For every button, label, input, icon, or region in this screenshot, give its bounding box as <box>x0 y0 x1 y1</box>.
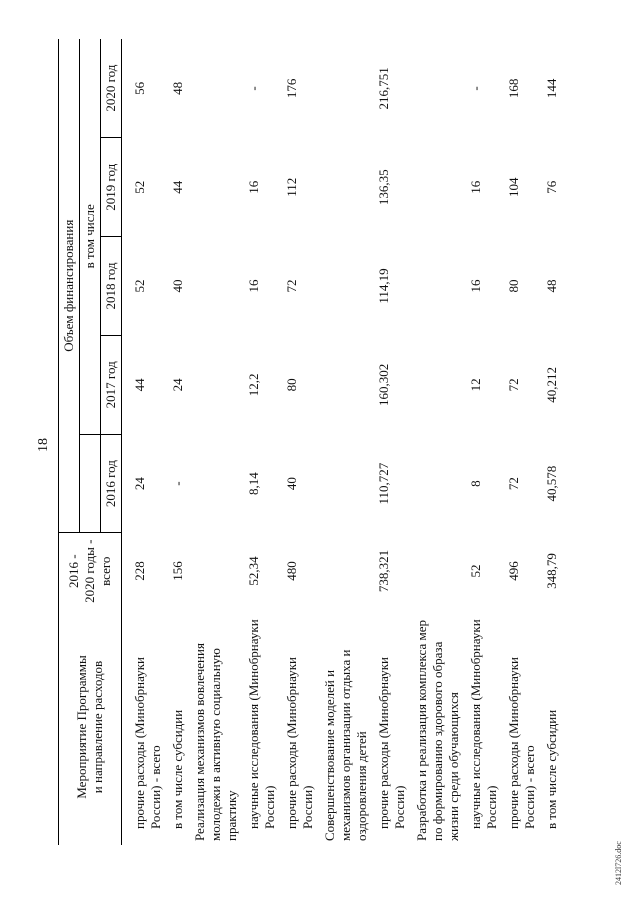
row-value <box>189 237 243 336</box>
header-total-line3: всего <box>98 556 113 586</box>
row-value: 168 <box>506 78 521 99</box>
header-total-line1: 2016 - <box>66 554 81 589</box>
table-row-section <box>189 39 243 845</box>
row-value <box>189 434 243 533</box>
row-label: прочие расходы (Минобрнауки России) <box>376 657 407 829</box>
row-label: научные исследования (Минобрнауки России) <box>246 619 277 829</box>
table-row-section <box>411 39 465 845</box>
row-label: научные исследования (Минобрнауки России) <box>468 619 499 829</box>
row-value <box>189 335 243 434</box>
row-value <box>411 138 465 237</box>
header-measure: Мероприятие Программы и направление расходов <box>59 609 122 845</box>
row-value: 104 <box>506 177 521 197</box>
row-total: 738,321 <box>376 549 391 593</box>
row-label: Разработка и реализация комплекса мер по формированию здорового образа жизни среди обучающихся <box>414 620 461 841</box>
funding-table <box>58 39 563 845</box>
row-total: 480 <box>284 561 299 581</box>
row-value: 144 <box>544 78 559 99</box>
header-year: 2016 год <box>101 434 122 533</box>
row-value: 114,19 <box>376 268 391 304</box>
table-row <box>465 39 503 845</box>
row-value: 216,751 <box>376 67 391 110</box>
row-value: 72 <box>284 279 299 293</box>
row-label: прочие расходы (Минобрнауки России) - всего <box>132 657 163 829</box>
header-year: 2018 год <box>101 237 122 336</box>
header-spacer <box>80 434 101 533</box>
row-value: 52 <box>132 180 147 194</box>
table-row <box>503 39 541 845</box>
row-value: 16 <box>468 180 483 194</box>
row-value: 80 <box>506 279 521 293</box>
row-value: 48 <box>544 279 559 293</box>
row-total: 52,34 <box>246 556 261 586</box>
row-value: - <box>170 481 185 486</box>
row-value: 40 <box>284 477 299 491</box>
row-value: 40,578 <box>544 465 559 502</box>
row-value: 80 <box>284 378 299 392</box>
table-row <box>281 39 319 845</box>
row-value <box>411 39 465 138</box>
table-row <box>122 39 168 845</box>
row-value: 44 <box>170 180 185 194</box>
row-total: 348,79 <box>544 553 559 589</box>
row-value: 8,14 <box>246 472 261 495</box>
table-row <box>167 39 189 845</box>
row-value <box>189 39 243 138</box>
row-value <box>319 39 373 138</box>
row-value: 76 <box>544 180 559 194</box>
row-value: 112 <box>284 177 299 197</box>
row-value <box>411 335 465 434</box>
row-total: 52 <box>468 564 483 578</box>
header-year: 2019 год <box>101 138 122 237</box>
row-value: 8 <box>468 480 483 487</box>
row-value: 56 <box>132 81 147 95</box>
row-value <box>319 138 373 237</box>
row-value <box>189 138 243 237</box>
row-total: 228 <box>132 561 147 581</box>
table-row <box>373 39 411 845</box>
row-label: Реализация механизмов вовлечения молодежи в активную социальную практику <box>192 643 239 841</box>
row-value: 40 <box>170 279 185 293</box>
header-total <box>59 533 122 609</box>
table-row <box>243 39 281 845</box>
row-value: 16 <box>246 180 261 194</box>
table-row <box>541 39 563 845</box>
row-value: 16 <box>246 279 261 293</box>
page-number: 18 <box>36 438 51 452</box>
row-label: Совершенствование моделей и механизмов организации отдыха и оздоровления детей <box>322 649 369 841</box>
row-total: 496 <box>506 561 521 581</box>
row-value: 40,212 <box>544 366 559 403</box>
row-value: 136,35 <box>376 169 391 206</box>
row-value: 72 <box>506 477 521 491</box>
row-total <box>189 533 243 609</box>
row-value: 24 <box>132 477 147 491</box>
header-including: в том числе <box>80 39 101 434</box>
row-value: 48 <box>170 81 185 95</box>
row-value: 176 <box>284 78 299 99</box>
row-label: прочие расходы (Минобрнауки России) - всего <box>506 657 537 829</box>
row-value: 44 <box>132 378 147 392</box>
row-value: - <box>468 86 483 91</box>
row-value: 16 <box>468 279 483 293</box>
row-value: 160,302 <box>376 363 391 406</box>
row-value: 52 <box>132 279 147 293</box>
row-label: в том числе субсидии <box>170 709 185 829</box>
row-label: в том числе субсидии <box>544 709 559 829</box>
row-value: 12,2 <box>246 373 261 397</box>
row-total <box>411 533 465 609</box>
row-value: 12 <box>468 378 483 392</box>
table-row-section <box>319 39 373 845</box>
header-funding: Объем финансирования <box>59 39 80 533</box>
row-value: 72 <box>506 378 521 392</box>
header-total-line2: 2020 годы - <box>82 539 97 603</box>
document-code: 2412l726.doc <box>614 841 623 885</box>
row-value <box>319 335 373 434</box>
row-total: 156 <box>170 561 185 581</box>
row-value: 110,727 <box>376 462 391 505</box>
row-value <box>411 434 465 533</box>
header-year: 2020 год <box>101 39 122 138</box>
row-value <box>411 237 465 336</box>
row-total <box>319 533 373 609</box>
header-year: 2017 год <box>101 335 122 434</box>
row-label: прочие расходы (Минобрнауки России) <box>284 657 315 829</box>
row-value: 24 <box>170 378 185 392</box>
row-value: - <box>246 86 261 91</box>
row-value <box>319 237 373 336</box>
row-value <box>319 434 373 533</box>
